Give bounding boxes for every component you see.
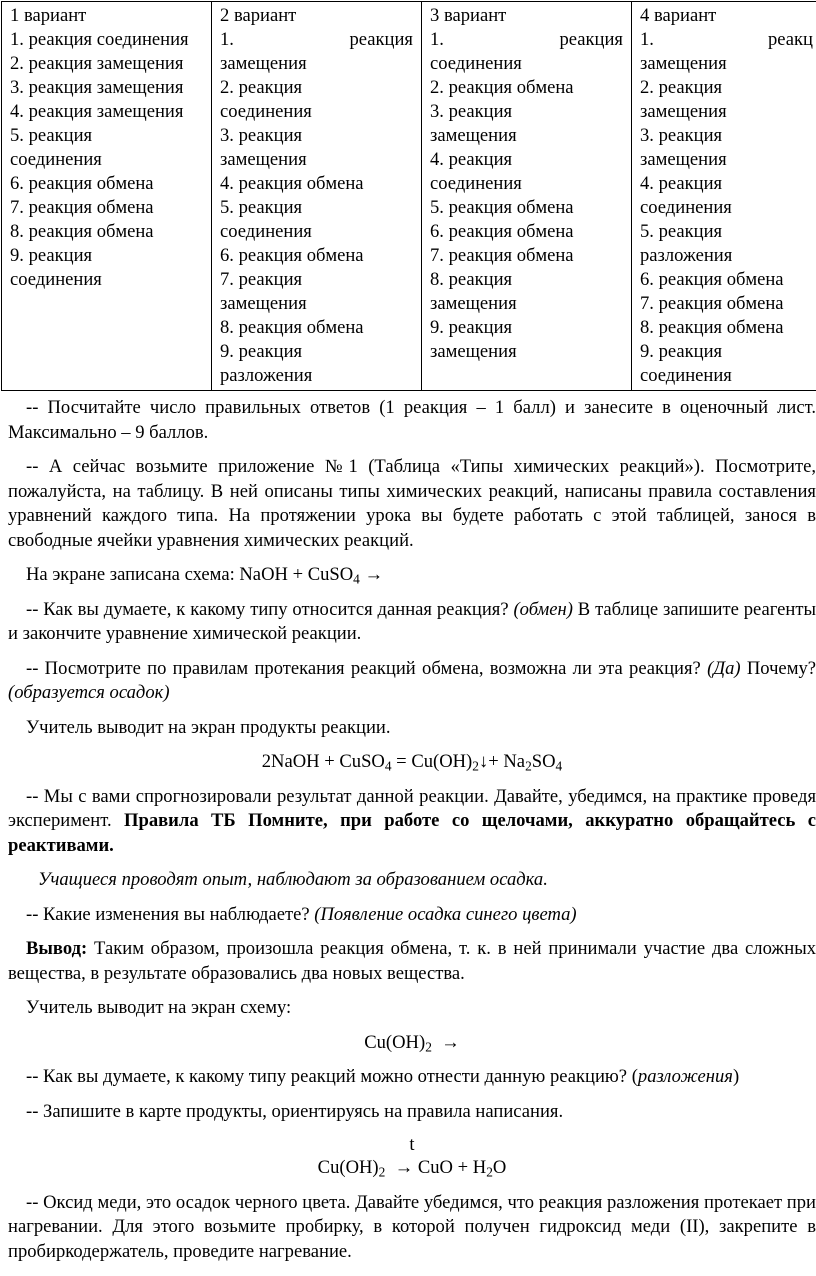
variants-row (2, 2, 816, 391)
variant-3-header: 3 вариант (430, 5, 507, 26)
variant-3-line: замещения (430, 341, 517, 362)
variant-2-line: 4. реакция обмена (220, 173, 364, 194)
variant-4-line: 5. реакция (640, 221, 723, 242)
paragraph-teacher-scheme: Учитель выводит на экран схему: (26, 997, 292, 1018)
variant-4-line: замещения (640, 101, 727, 122)
subscript: 2 (486, 1164, 493, 1180)
variant-3-first-num: 1. (430, 29, 444, 50)
variant-2-line: 5. реакция (220, 197, 303, 218)
equation-decomposition (8, 1156, 816, 1181)
variant-3-line: 6. реакция обмена (430, 221, 574, 242)
equation-part: 2NaOH + CuSO (261, 751, 385, 772)
equation-part: → (431, 1031, 460, 1053)
equation-condition: t (409, 1134, 415, 1155)
variant-1-line: 1. реакция соединения (10, 29, 189, 50)
variants-table (1, 1, 816, 391)
variant-3-line: замещения (430, 125, 517, 146)
variant-2-line: 8. реакция обмена (220, 317, 364, 338)
question-text: ) (732, 1066, 740, 1087)
variant-3-line: 9. реакция (430, 317, 513, 338)
variant-2-cell (212, 2, 422, 391)
variant-1-line: 9. реакция (10, 245, 93, 266)
variant-3-line: соединения (430, 53, 522, 74)
answer-italic: (обмен) (513, 598, 573, 620)
variant-3-first-word: реакция (559, 29, 623, 50)
variant-1-line: 8. реакция обмена (10, 221, 154, 242)
conclusion-text: Таким образом, произошла реакция обмена, т. к. в ней принимали участие два сложных вещества, в результате образовались два новых вещества. (8, 938, 816, 984)
paragraph-scheme (8, 563, 816, 588)
variant-4-first-num: 1. (640, 29, 654, 50)
variant-2-line: замещения (220, 53, 307, 74)
variant-4-line: соединения (640, 197, 732, 218)
paragraph-experiment (8, 785, 816, 859)
experiment-text: -- Мы с вами спрогнозировали результат данной реакции. Давайте, убедимся, на практике проведя эксперимент. (8, 785, 816, 831)
variant-4-line: 2. реакция (640, 77, 723, 98)
paragraph-teacher-products: Учитель выводит на экран продукты реакции. (26, 716, 391, 738)
paragraph-observe (8, 903, 816, 928)
variant-4-first-line (640, 28, 813, 52)
variant-2-first-line (220, 28, 413, 52)
question-text: -- Какие изменения вы наблюдаете? (26, 903, 315, 925)
equation-part: = Cu(OH) (391, 751, 473, 772)
answer-italic: разложения (637, 1066, 733, 1087)
variant-2-line: 7. реакция (220, 269, 303, 290)
variant-3-line: 7. реакция обмена (430, 245, 574, 266)
variant-4-line: замещения (640, 53, 727, 74)
subscript: 2 (525, 758, 532, 774)
variant-4-cell (632, 2, 816, 391)
equation-part: SO (531, 751, 556, 772)
variant-3-cell (422, 2, 632, 391)
variant-3-line: 3. реакция (430, 101, 513, 122)
equation-exchange (8, 750, 816, 775)
variant-4-line: соединения (640, 365, 732, 386)
variant-4-line: 7. реакция обмена (640, 293, 784, 314)
equation-part: → CuO + H (385, 1157, 487, 1178)
answer-italic: (Да) (707, 657, 741, 679)
scheme-arrow: → (359, 564, 384, 585)
variant-2-line: соединения (220, 221, 312, 242)
variant-1-line: 7. реакция обмена (10, 197, 154, 218)
paragraph-appendix: -- А сейчас возьмите приложение №1 (Таблица «Типы химических реакций»). Посмотрите, пожалуйста, на таблицу. В ней описаны типы химических реакций, написаны правила составления уравнений каждого типа. На протяжении урока вы будете работать с этой таблицей, занося в свободные ячейки уравнения химических реакций. (8, 456, 816, 551)
variant-1-line: соединения (10, 149, 102, 170)
variant-1-line: 2. реакция замещения (10, 53, 184, 74)
paragraph-conclusion (8, 937, 816, 986)
question-text: -- Как вы думаете, к какому типу реакций можно отнести данную реакцию? ( (26, 1066, 638, 1087)
paragraph-question-decomposition (8, 1065, 816, 1090)
variant-1-line: соединения (10, 269, 102, 290)
variant-2-line: соединения (220, 101, 312, 122)
variant-3-first-line (430, 28, 623, 52)
variant-4-line: 8. реакция обмена (640, 317, 784, 338)
variant-3-line: 5. реакция обмена (430, 197, 574, 218)
equation-part: Cu(OH) (364, 1031, 426, 1053)
paragraph-scoring: -- Посчитайте число правильных ответов (1 реакция – 1 балл) и занесите в оценочный лист. Максимально – 9 баллов. (8, 397, 816, 443)
variant-4-first-word: реакц (767, 29, 813, 50)
paragraph-question-type (8, 598, 816, 647)
conclusion-label: Вывод: (26, 938, 88, 959)
lesson-text (8, 396, 816, 1274)
variant-2-line: замещения (220, 149, 307, 170)
subscript: 4 (555, 758, 563, 774)
variant-4-line: разложения (640, 245, 733, 266)
variant-2-first-num: 1. (220, 29, 234, 50)
variant-2-first-word: реакция (349, 29, 413, 50)
variant-1-cell (2, 2, 212, 391)
subscript: 4 (384, 758, 392, 774)
subscript: 2 (425, 1038, 432, 1054)
variant-2-header: 2 вариант (220, 5, 297, 26)
variant-2-line: 3. реакция (220, 125, 303, 146)
answer-italic: (образуется осадок) (8, 682, 170, 703)
scheme-text: На экране записана схема: NaOH + CuSO (26, 564, 354, 585)
variant-3-line: 2. реакция обмена (430, 77, 574, 98)
variant-2-line: 6. реакция обмена (220, 245, 364, 266)
variant-1-line: 4. реакция замещения (10, 101, 184, 122)
variant-4-header: 4 вариант (640, 5, 717, 26)
variant-4-line: 9. реакция (640, 341, 723, 362)
paragraph-question-possible (8, 657, 816, 706)
variant-4-line: 6. реакция обмена (640, 269, 784, 290)
variant-4-line: 3. реакция (640, 125, 723, 146)
variant-4-line: замещения (640, 149, 727, 170)
subscript: 2 (378, 1164, 386, 1180)
question-text: -- Как вы думаете, к какому типу относится данная реакция? (26, 598, 514, 620)
variant-2-line: замещения (220, 293, 307, 314)
variant-1-line: 5. реакция (10, 125, 93, 146)
equation-part: Cu(OH) (317, 1157, 379, 1178)
answer-italic: (Появление осадка синего цвета) (314, 903, 577, 925)
paragraph-students-experiment: Учащиеся проводят опыт, наблюдают за образованием осадка. (38, 869, 548, 890)
question-text: Почему? (740, 657, 816, 679)
variant-1-header: 1 вариант (10, 5, 87, 26)
paragraph-copper-oxide: -- Оксид меди, это осадок черного цвета. Давайте убедимся, что реакция разложения протекает при нагревании. Для этого возьмите пробирку, в которой получен гидроксид меди (II), закрепите в пробиркодержатель, проведите нагревание. (8, 1191, 816, 1262)
variant-3-line: 8. реакция (430, 269, 513, 290)
variant-3-line: соединения (430, 173, 522, 194)
variant-4-line: 4. реакция (640, 173, 723, 194)
variant-2-line: 9. реакция (220, 341, 303, 362)
subscript: 4 (353, 571, 360, 587)
equation-part: O (492, 1157, 507, 1178)
equation-scheme (8, 1031, 816, 1056)
instruction-text: В таблице запишите реагенты и закончите уравнение химической реакции. (8, 598, 816, 644)
subscript: 2 (472, 758, 479, 774)
question-text: -- Посмотрите по правилам протекания реакций обмена, возможна ли эта реакция? (26, 657, 708, 679)
variant-2-line: разложения (220, 365, 313, 386)
variant-2-line: 2. реакция (220, 77, 303, 98)
variant-3-line: замещения (430, 293, 517, 314)
variant-1-line: 6. реакция обмена (10, 173, 154, 194)
paragraph-write-products: -- Запишите в карте продукты, ориентируясь на правила написания. (26, 1100, 564, 1122)
equation-part: ↓+ Na (478, 751, 526, 772)
variant-3-line: 4. реакция (430, 149, 513, 170)
safety-rules-bold: Правила ТБ Помните, при работе со щелочами, аккуратно обращайтесь с реактивами. (8, 810, 816, 856)
variant-1-line: 3. реакция замещения (10, 77, 184, 98)
